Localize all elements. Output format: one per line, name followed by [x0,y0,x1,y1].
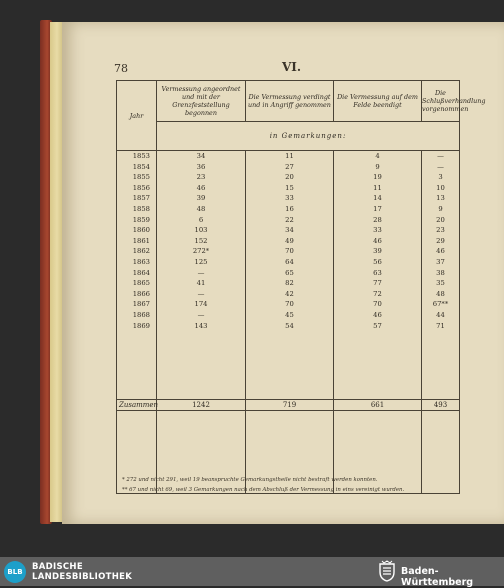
year-cell: 1862 [132,247,150,256]
value-cell: 4 [375,152,380,160]
year-cell: 1865 [132,279,150,288]
year-cell: 1866 [132,289,150,298]
value-cell: 82 [285,279,294,288]
value-cell: 36 [196,162,206,171]
value-cell: 9 [375,162,380,171]
year-cell: 1867 [132,300,150,309]
subheader-row [117,122,460,151]
table-header-row [117,81,460,122]
value-cell: 39 [196,194,206,203]
footnote-2: ** 67 und nicht 69, weil 3 Gemarkungen nach dem Abschluß der Vermessung in eins vereinigt wurden. [122,487,405,493]
value-cell: 56 [373,257,382,266]
col3-values [334,151,422,400]
value-cell: 13 [436,194,445,203]
col4-values [422,151,460,400]
value-cell: 125 [194,257,208,266]
value-cell: 14 [373,194,382,203]
value-cell: 272* [192,247,210,256]
value-cell: 49 [285,236,294,245]
value-cell: 19 [373,173,382,182]
state-name[interactable]: Baden-Württemberg [401,566,474,588]
value-cell: 103 [194,226,208,235]
year-cell: 1856 [132,183,150,192]
value-cell: 57 [373,321,382,330]
subheader-label: in Gemarkungen: [157,122,460,151]
value-cell: 34 [285,226,294,235]
value-cell: 63 [373,268,382,277]
value-cell: 23 [436,226,445,235]
year-column [117,151,157,400]
survey-table [116,80,486,494]
total-col3: 661 [334,400,422,411]
value-cell: — [437,152,444,160]
value-cell: 27 [285,162,294,171]
data-rows [117,151,460,400]
library-name-line1: BADISCHE [32,562,83,572]
year-cell: 1864 [132,268,150,277]
value-cell: 34 [196,152,206,160]
value-cell: 70 [285,300,294,309]
year-cell: 1854 [132,162,150,171]
value-cell: 39 [373,247,382,256]
value-cell: 174 [194,300,208,309]
value-cell: 54 [285,321,294,330]
value-cell: 33 [373,226,382,235]
value-cell: 33 [285,194,294,203]
value-cell: 71 [436,321,445,330]
value-cell: — [197,310,205,319]
value-cell: 70 [285,247,294,256]
total-col1: 1242 [157,400,246,411]
library-name[interactable] [32,562,132,582]
year-cell: 1863 [132,257,150,266]
value-cell: 152 [194,236,208,245]
value-cell: 35 [436,279,445,288]
value-cell: 46 [373,236,382,245]
value-cell: 29 [436,236,445,245]
value-cell: 6 [198,215,204,224]
total-col2: 719 [246,400,334,411]
year-cell: 1853 [132,152,150,160]
header-col4: Die Schlußverhandlung vorgenommen [422,81,460,122]
value-cell: 70 [373,300,382,309]
year-cell: 1859 [132,215,150,224]
header-col2: Die Vermessung verdingt und in Angriff genommen [246,81,334,122]
header-col1: Vermessung angeordnet und mit der Grenzfeststellung begonnen [157,81,246,122]
col2-values [246,151,334,400]
value-cell: 46 [196,183,206,192]
value-cell: 44 [436,310,445,319]
totals-row [117,400,460,411]
value-cell: 45 [285,310,294,319]
value-cell: 17 [373,204,382,213]
value-cell: 46 [436,247,445,256]
value-cell: 11 [285,152,294,160]
value-cell: — [437,162,444,171]
value-cell: 143 [194,321,208,330]
value-cell: 3 [438,173,443,182]
value-cell: 15 [285,183,294,192]
value-cell: 20 [436,215,445,224]
year-cell: 1857 [132,194,150,203]
year-cell: 1855 [132,173,150,182]
total-col4: 493 [422,400,460,411]
page-number: 78 [114,62,128,75]
section-heading: VI. [282,60,302,74]
value-cell: 11 [373,183,382,192]
value-cell: 67** [432,300,449,309]
state-coat-of-arms-icon [378,560,396,582]
header-col3: Die Vermessung auf dem Felde beendigt [334,81,422,122]
year-cell: 1868 [132,310,150,319]
total-label: Zusammen [117,400,157,411]
value-cell: 77 [373,279,382,288]
value-cell: 20 [285,173,294,182]
value-cell: 23 [196,173,206,182]
blb-logo[interactable]: BLB [4,561,26,583]
year-cell: 1858 [132,204,150,213]
value-cell: 22 [285,215,294,224]
value-cell: 48 [436,289,445,298]
value-cell: 42 [285,289,294,298]
value-cell: 65 [285,268,294,277]
library-name-line2: LANDESBIBLIOTHEK [32,572,133,582]
value-cell: 16 [285,204,294,213]
value-cell: 46 [373,310,382,319]
year-cell: 1869 [132,321,150,330]
value-cell: — [197,268,205,277]
year-cell: 1861 [132,236,150,245]
value-cell: — [197,289,205,298]
value-cell: 38 [436,268,445,277]
value-cell: 64 [285,257,294,266]
value-cell: 10 [436,183,445,192]
footnote-1: * 272 und nicht 291, weil 19 beanspruchte Gemarkungstheile nicht bestraft werden konnten. [122,477,378,483]
value-cell: 72 [373,289,382,298]
value-cell: 28 [373,215,382,224]
value-cell: 37 [436,257,445,266]
value-cell: 41 [196,279,206,288]
col1-values [157,151,246,400]
value-cell: 9 [438,204,443,213]
year-cell: 1860 [132,226,150,235]
header-year: Jahr [117,81,157,151]
value-cell: 48 [196,204,206,213]
